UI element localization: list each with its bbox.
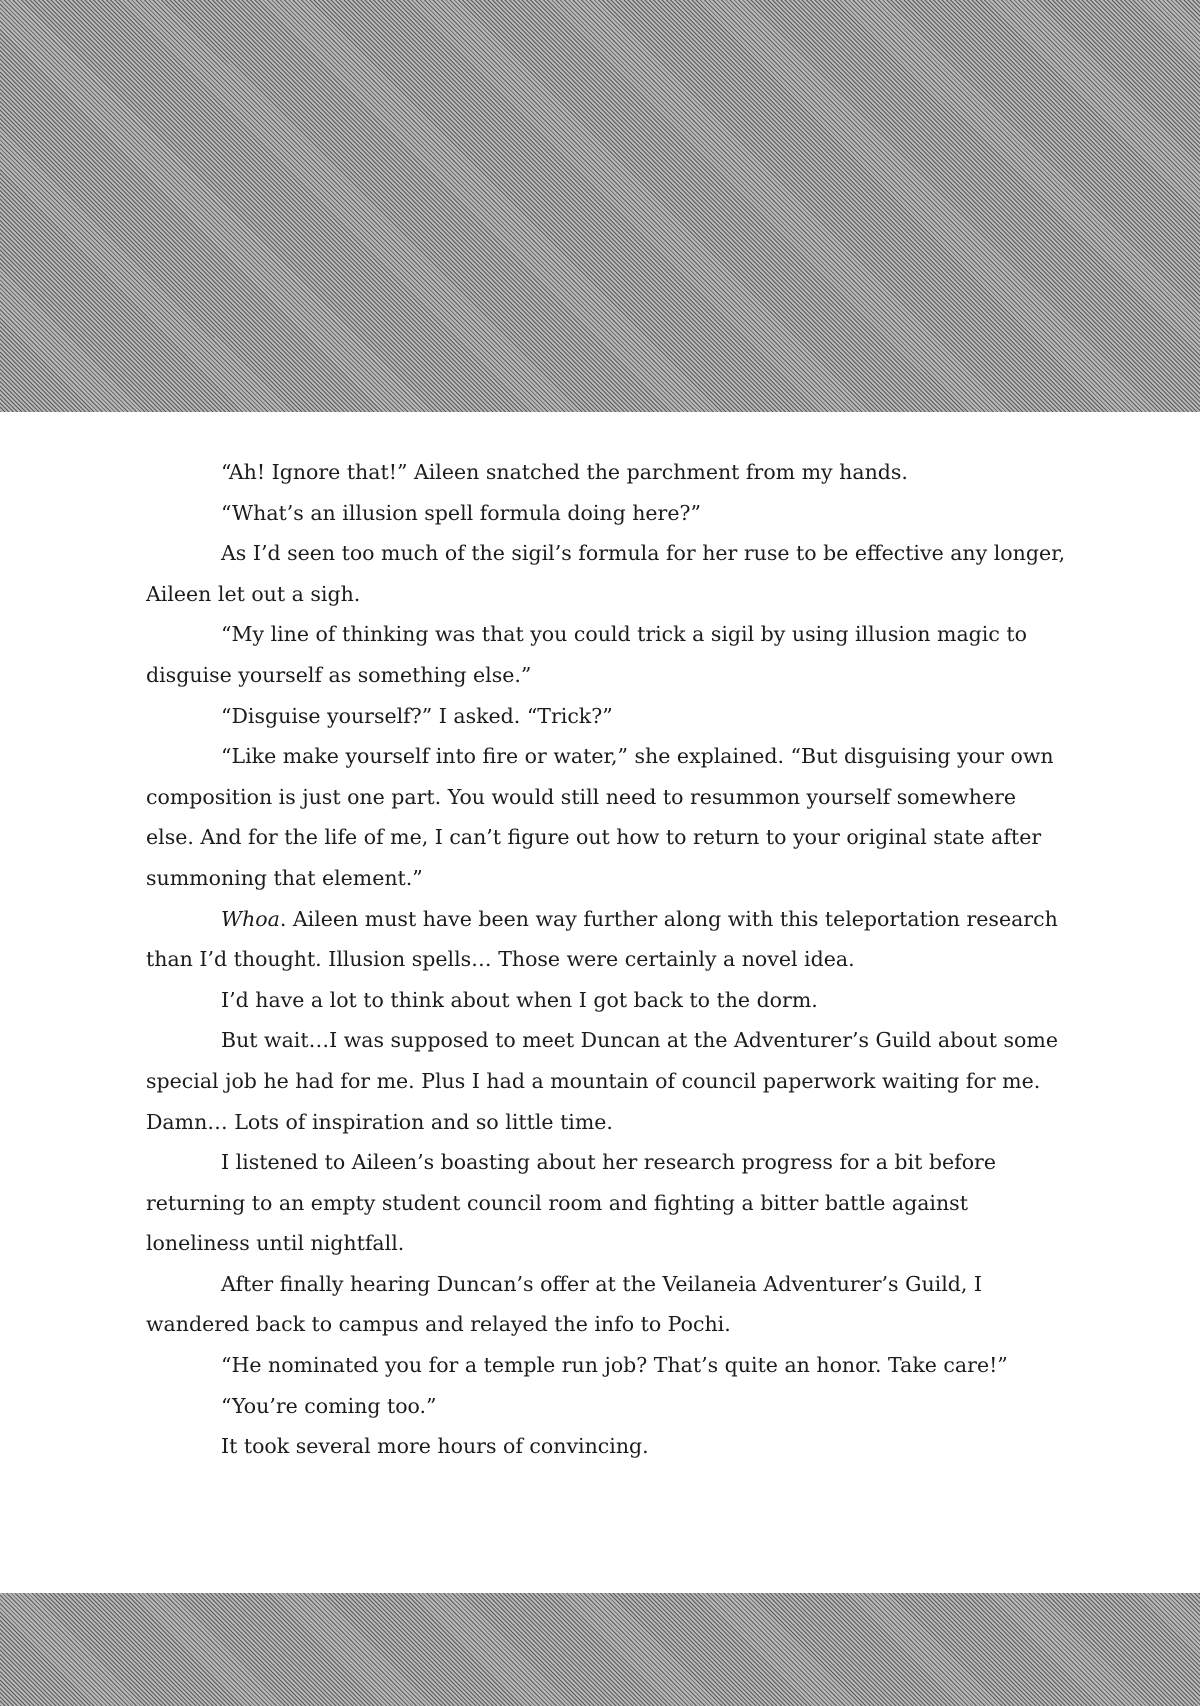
paragraph: “Like make yourself into fire or water,” she explained. “But disguising your own composition is just one part. You would still need to resummon yourself somewhere else. And for the life of me, I can’t figure out how to return to your original state after summoning that element.”: [146, 744, 1054, 890]
bottom-pattern-band: [0, 1593, 1200, 1706]
paragraph: “My line of thinking was that you could trick a sigil by using illusion magic to disguise yourself as something else.”: [146, 622, 1027, 687]
paragraph: As I’d seen too much of the sigil’s formula for her ruse to be effective any longer, Aileen let out a sigh.: [146, 541, 1066, 606]
paragraph: I listened to Aileen’s boasting about her research progress for a bit before returning to an empty student council room and fighting a bitter battle against loneliness until nightfall.: [146, 1150, 996, 1256]
top-pattern-band: [0, 0, 1200, 412]
paragraph: It took several more hours of convincing.: [221, 1434, 649, 1459]
paragraph: “Ah! Ignore that!” Aileen snatched the parchment from my hands.: [221, 460, 908, 484]
page-text: [146, 452, 1068, 1467]
paragraph: [146, 899, 1068, 980]
paragraph: “You’re coming too.”: [221, 1393, 437, 1418]
paragraph: “What’s an illusion spell formula doing here?”: [221, 500, 701, 525]
paragraph: But wait…I was supposed to meet Duncan at the Adventurer’s Guild about some special job he had for me. Plus I had a mountain of council paperwork waiting for me. Damn… Lots of inspiration and so little time.: [146, 1028, 1058, 1134]
paragraph-rest: . Aileen must have been way further along with this teleportation research than I’d thought. Illusion spells… Those were certainly a novel idea.: [146, 906, 1058, 972]
paragraph: “He nominated you for a temple run job? That’s quite an honor. Take care!”: [221, 1353, 1008, 1378]
paragraph: After finally hearing Duncan’s offer at the Veilaneia Adventurer’s Guild, I wandered back to campus and relayed the info to Pochi.: [146, 1271, 983, 1337]
paragraph: “Disguise yourself?” I asked. “Trick?”: [221, 703, 613, 728]
emphasis-word: Whoa: [221, 906, 280, 931]
paragraph: I’d have a lot to think about when I got back to the dorm.: [221, 987, 818, 1012]
